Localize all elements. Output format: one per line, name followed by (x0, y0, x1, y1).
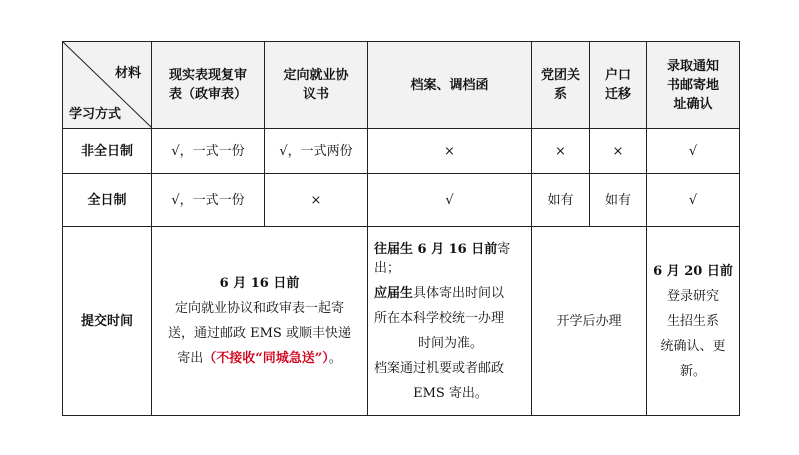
submit-agreement-text3: 寄出 (177, 351, 204, 366)
submit-address-line2: 生招生系 (666, 313, 719, 329)
table-row (63, 174, 740, 227)
archives-line1-rest: 寄出； (374, 241, 511, 276)
header-employment-agreement (265, 42, 368, 129)
table-cell: × (532, 129, 590, 174)
submit-address-line4: 新。 (679, 363, 706, 379)
header-address-line1: 录取通知 (666, 58, 719, 74)
no-same-city-notice: （不接收“同城急送”） (203, 351, 329, 366)
header-address-confirm (647, 42, 740, 129)
submit-address-line3: 统确认、更 (660, 338, 726, 354)
header-household-transfer (590, 42, 647, 129)
archives-line2 (374, 284, 527, 303)
submit-agreement-end: 。 (328, 351, 342, 366)
archives-line2-rest: 具体寄出时间以 (413, 285, 505, 301)
header-household-line2: 迁移 (604, 87, 631, 102)
table-cell: 如有 (532, 174, 590, 227)
submit-agreement-text2: 送，通过邮政 EMS 或顺丰快递 (168, 326, 351, 341)
header-party-line1: 党团关 (540, 68, 580, 83)
table-cell: √，一式一份 (152, 174, 265, 227)
submit-agreement-text1: 定向就业协议和政审表一起寄 (174, 301, 344, 316)
archives-line4: 时间为准。 (417, 335, 483, 351)
table-cell: × (590, 129, 647, 174)
submit-address-cell (647, 227, 740, 416)
submit-address-date: 6 月 20 日前 (653, 263, 733, 279)
header-review-form (152, 42, 265, 129)
table-cell: √ (368, 174, 532, 227)
archives-line1-bold: 往届生 6 月 16 日前 (374, 241, 498, 257)
row-label-parttime: 非全日制 (63, 129, 152, 174)
archives-line5: 档案通过机要或者邮政 (374, 360, 505, 376)
header-employment-line1: 定向就业协 (283, 68, 349, 83)
header-row (63, 42, 740, 129)
corner-study-mode-label: 学习方式 (69, 107, 122, 122)
submit-agreement-cell (152, 227, 368, 416)
corner-materials-label: 材料 (114, 66, 141, 81)
table-cell: × (265, 174, 368, 227)
corner-header-cell (63, 42, 152, 129)
row-label-submit-time: 提交时间 (63, 227, 152, 416)
header-address-line3: 址确认 (673, 96, 713, 112)
submit-agreement-date: 6 月 16 日前 (219, 276, 300, 291)
submit-agreement-text3-line (156, 349, 363, 368)
table-cell: × (368, 129, 532, 174)
submit-after-enrollment-cell: 开学后办理 (532, 227, 647, 416)
header-archives: 档案、调档函 (368, 42, 532, 129)
table-cell: √ (647, 129, 740, 174)
header-employment-line2: 议书 (302, 87, 329, 102)
table-cell: √ (647, 174, 740, 227)
archives-line3: 所在本科学校统一办理 (374, 310, 505, 326)
submit-archives-cell (368, 227, 532, 416)
header-review-form-line2: 表（政审表） (168, 87, 247, 102)
table-cell: 如有 (590, 174, 647, 227)
archives-line1 (374, 240, 527, 278)
header-address-line2: 书邮寄地 (666, 77, 719, 93)
table-row (63, 129, 740, 174)
header-household-line1: 户口 (604, 68, 631, 83)
submit-time-row (63, 227, 740, 416)
archives-line2-bold: 应届生 (374, 285, 414, 301)
materials-table (62, 41, 740, 416)
archives-line6: EMS 寄出。 (413, 385, 488, 401)
submit-address-line1: 登录研究 (666, 288, 719, 304)
header-party-line2: 系 (553, 87, 567, 102)
row-label-fulltime: 全日制 (63, 174, 152, 227)
table-cell: √，一式两份 (265, 129, 368, 174)
header-review-form-line1: 现实表现复审 (168, 68, 247, 83)
table-cell: √，一式一份 (152, 129, 265, 174)
header-party-relation (532, 42, 590, 129)
